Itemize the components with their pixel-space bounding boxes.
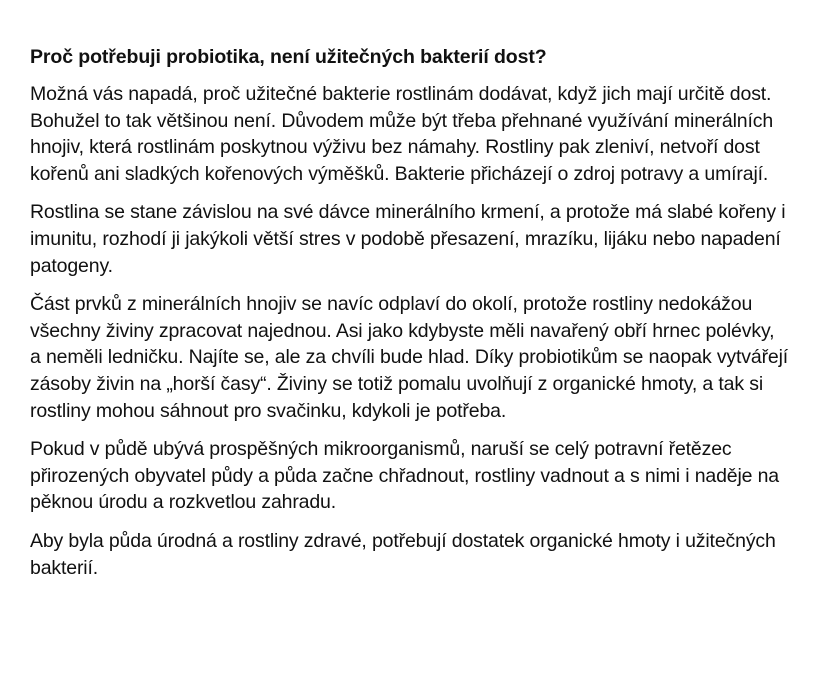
article-paragraph-2: Rostlina se stane závislou na své dávce minerálního krmení, a protože má slabé kořeny i imunitu, rozhodí ji jakýkoli větší stres v podobě přesazení, mrazíku, lijáku nebo napadení patogeny. bbox=[30, 201, 786, 277]
article bbox=[30, 44, 790, 593]
article-heading: Proč potřebuji probiotika, není užitečných bakterií dost? bbox=[30, 46, 547, 68]
article-paragraph-4: Pokud v půdě ubývá prospěšných mikroorganismů, naruší se celý potravní řetězec přirozených obyvatel půdy a půda začne chřadnout, rostliny vadnout a s nimi i naděje na pěknou úrodu a rozkvetlou zahradu. bbox=[30, 438, 780, 514]
article-paragraph-5: Aby byla půda úrodná a rostliny zdravé, potřebují dostatek organické hmoty i užitečných bakterií. bbox=[30, 529, 776, 579]
article-paragraph-3: Část prvků z minerálních hnojiv se navíc odplaví do okolí, protože rostliny nedokážou všechny živiny zpracovat najednou. Asi jako kdybyste měli navařený obří hrnec polévky, a neměli ledničku. Najíte se, ale za chvíli bude hlad. Díky probiotikům se naopak vytvářejí zásoby živin na „horší časy“. Živiny se totiž pomalu uvolňují z organické hmoty, a tak si rostliny mohou sáhnout pro svačinku, kdykoli je potřeba. bbox=[30, 293, 789, 422]
article-paragraph-1: Možná vás napadá, proč užitečné bakterie rostlinám dodávat, když jich mají určitě dost. Bohužel to tak většinou není. Důvodem může být třeba přehnané využívání minerálních hnojiv, která rostlinám poskytnou výživu bez námahy. Rostliny pak zleniví, netvoří dost kořenů ani sladkých kořenových výměšků. Bakterie přicházejí o zdroj potravy a umírají. bbox=[30, 83, 774, 185]
